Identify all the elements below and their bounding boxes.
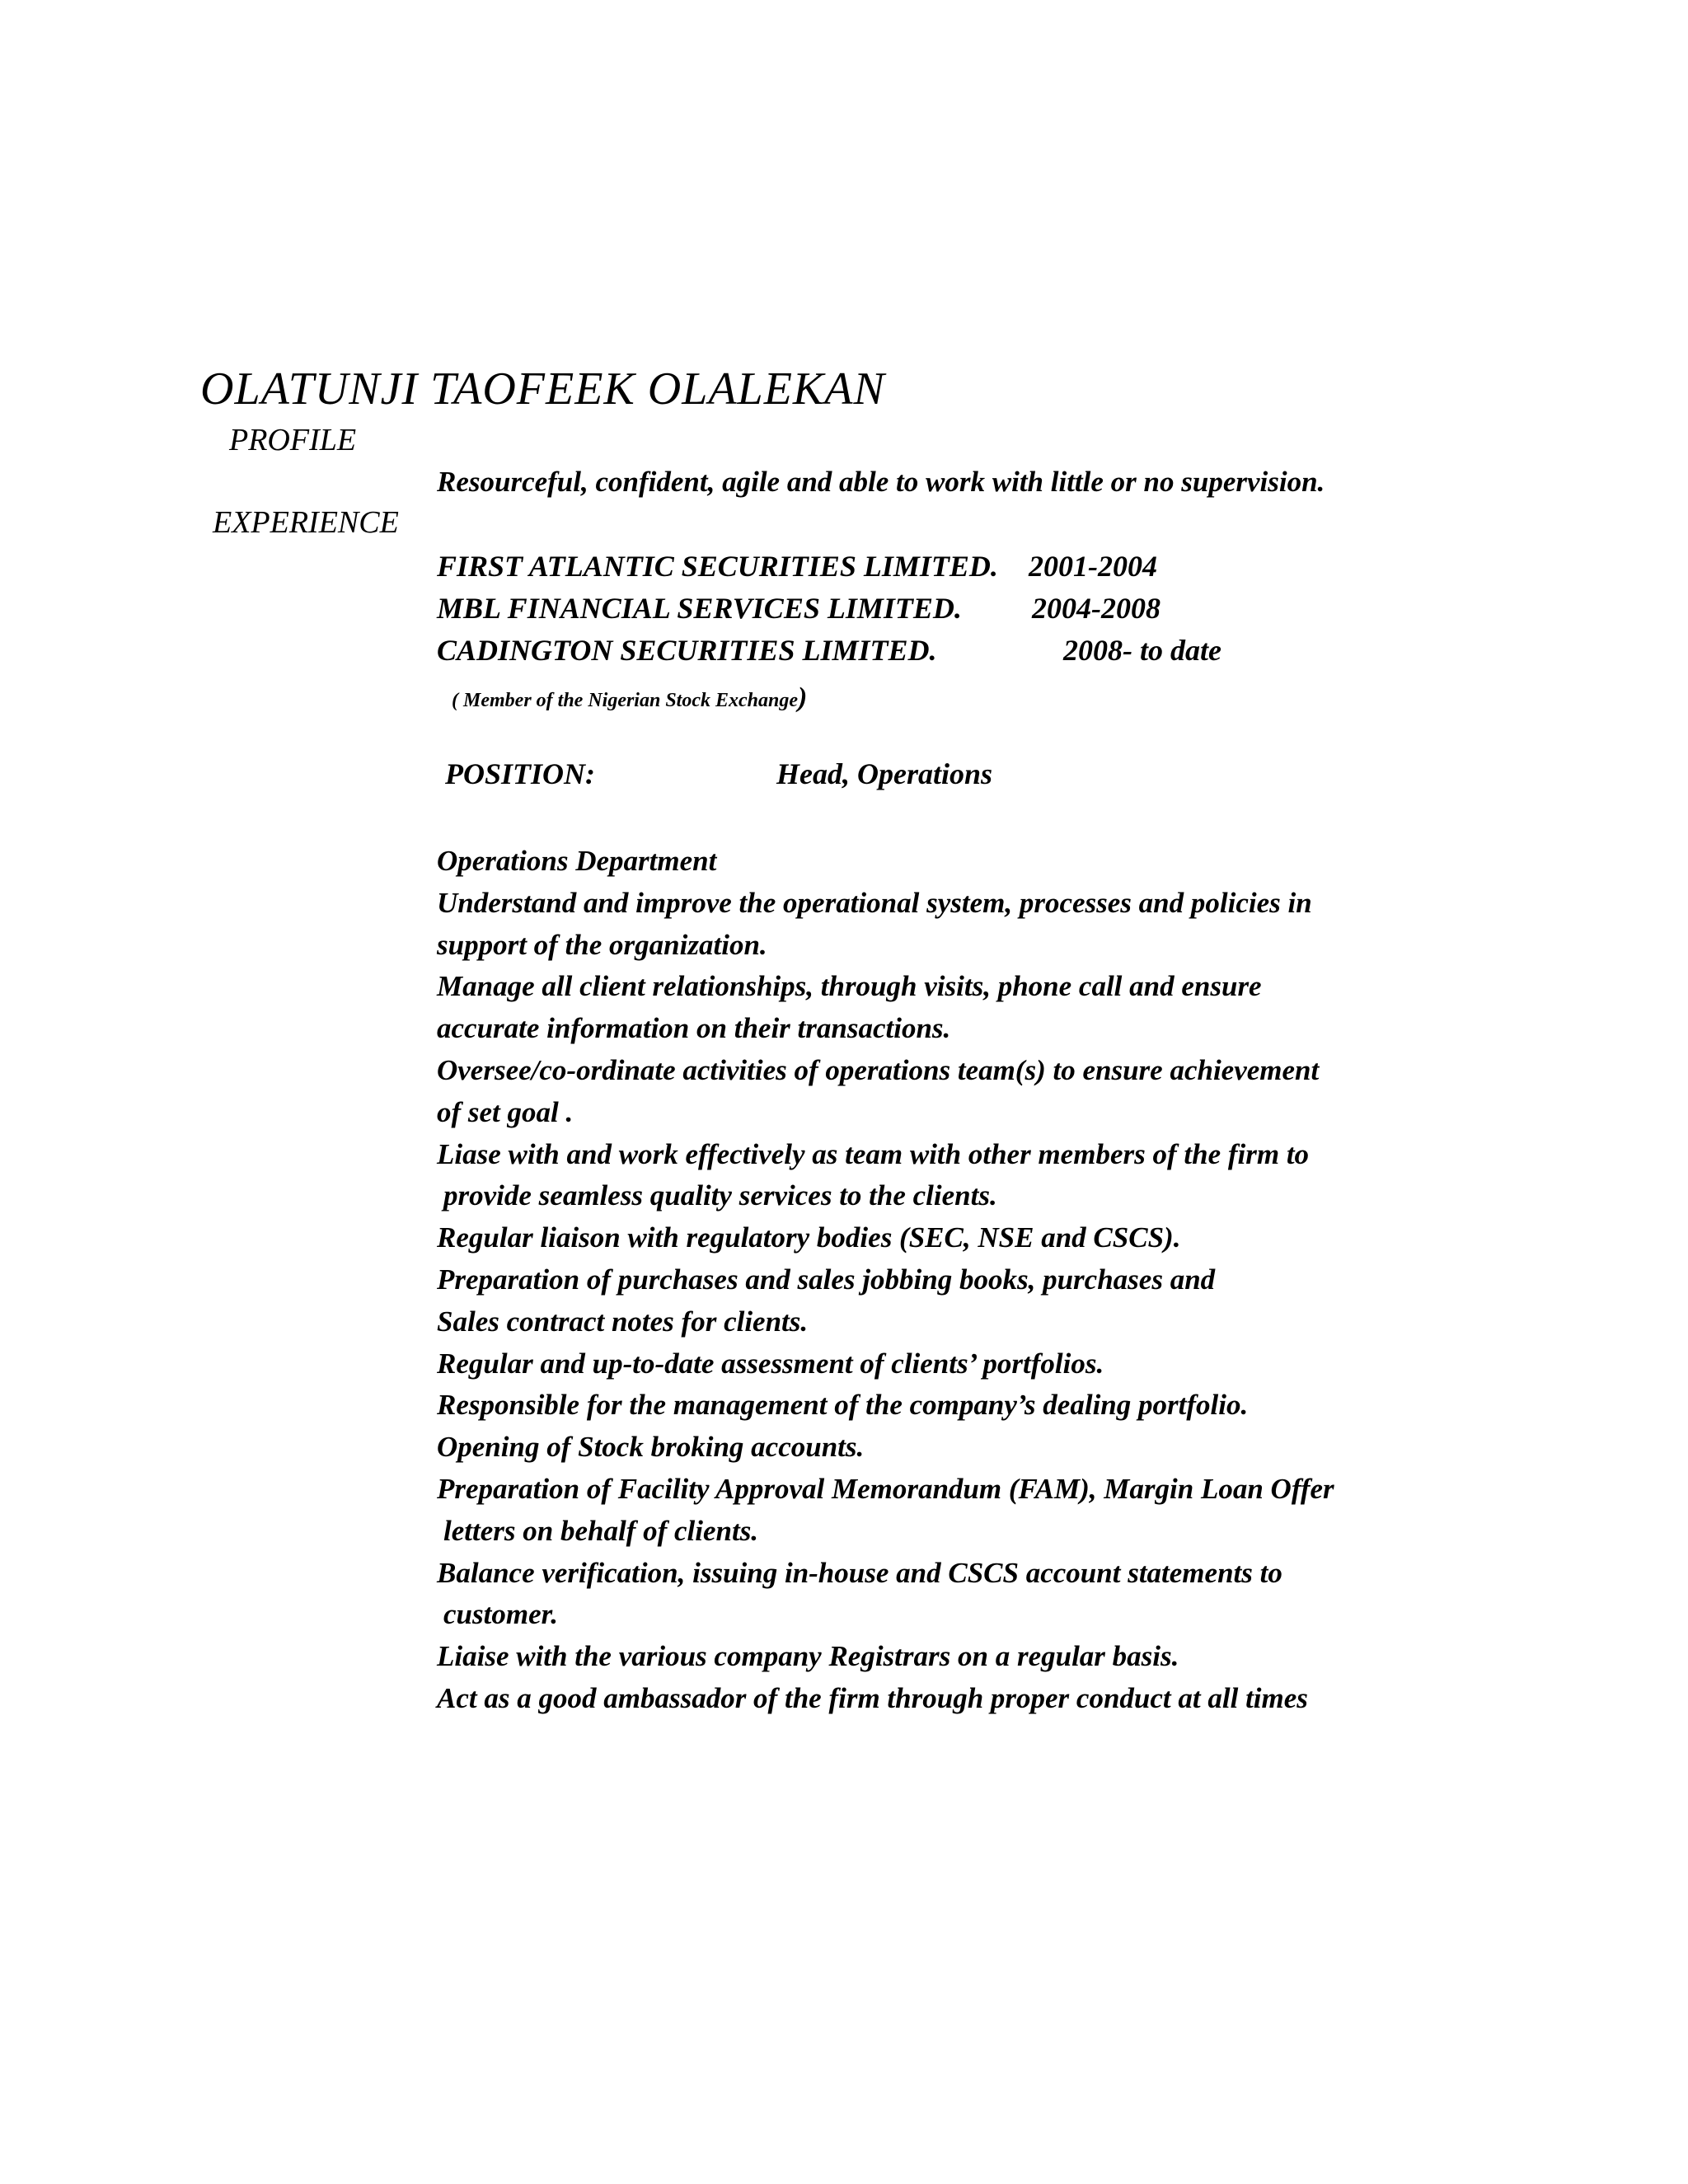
duty-line: Opening of Stock broking accounts. [437,1431,865,1464]
profile-heading: PROFILE [229,423,357,457]
note-text: Member of the Nigerian Stock Exchange [458,690,798,711]
note-close-paren: ) [798,682,808,713]
experience-heading: EXPERIENCE [213,505,399,540]
duty-line: accurate information on their transactions. [437,1012,951,1045]
employment-period: 2008- to date [1063,634,1221,667]
duty-line: Liaise with the various company Registrars on a regular basis. [437,1640,1179,1673]
duty-line: Oversee/co-ordinate activities of operations team(s) to ensure achievement [437,1053,1320,1086]
duty-line: Act as a good ambassador of the firm through proper conduct at all times [437,1681,1308,1714]
membership-note [452,682,807,714]
note-open-paren: ( [452,690,458,711]
duty-line: Regular liaison with regulatory bodies (SEC, NSE and CSCS). [437,1221,1181,1254]
profile-summary: Resourceful, confident, agile and able to work with little or no supervision. [437,466,1325,498]
duty-line: support of the organization. [437,928,767,961]
department-title: Operations Department [437,845,717,877]
duty-line: provide seamless quality services to the clients. [443,1179,997,1212]
duty-line: Preparation of Facility Approval Memorandum (FAM), Margin Loan Offer [437,1472,1334,1505]
duty-line: Balance verification, issuing in-house and CSCS account statements to [437,1556,1282,1589]
duty-line: letters on behalf of clients. [443,1514,759,1547]
candidate-name: OLATUNJI TAOFEEK OLALEKAN [200,363,885,415]
duty-line: customer. [443,1598,559,1631]
position-value: Head, Operations [776,757,993,790]
duty-line: Liase with and work effectively as team with other members of the firm to [437,1137,1310,1170]
employer-name: MBL FINANCIAL SERVICES LIMITED. [437,592,962,625]
employer-name: FIRST ATLANTIC SECURITIES LIMITED. [437,550,998,583]
duty-line: Understand and improve the operational system, processes and policies in [437,886,1312,919]
duty-line: of set goal . [437,1095,574,1128]
employment-period: 2001-2004 [1029,550,1157,583]
employment-period: 2004-2008 [1032,592,1160,625]
duty-line: Manage all client relationships, through visits, phone call and ensure [437,970,1262,1003]
duties-list [437,841,1334,1720]
position-label: POSITION: [445,757,596,790]
duty-line: Sales contract notes for clients. [437,1305,809,1338]
duty-line: Preparation of purchases and sales jobbing books, purchases and [437,1263,1216,1296]
employer-name: CADINGTON SECURITIES LIMITED. [437,634,937,667]
duty-line: Regular and up-to-date assessment of clients’ portfolios. [437,1347,1104,1380]
duty-line: Responsible for the management of the company’s dealing portfolio. [437,1389,1249,1422]
